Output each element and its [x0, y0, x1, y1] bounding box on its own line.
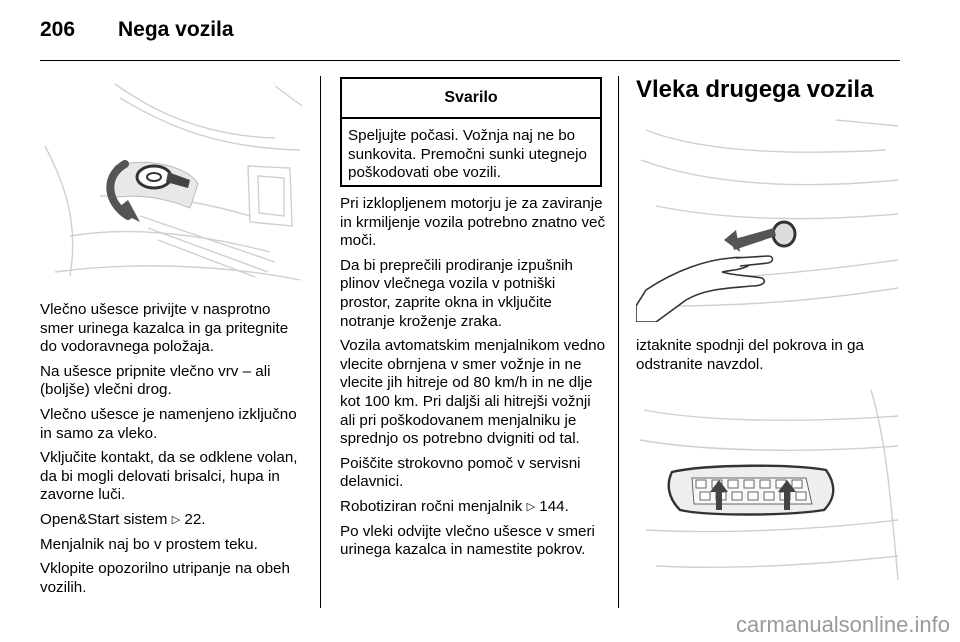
paragraph: Vlečno ušesce je namenjeno izključno in samo za vleko.	[40, 405, 297, 442]
reference-text: Robotiziran ročni menjalnik	[340, 497, 523, 515]
column-2	[340, 195, 606, 566]
page-ref-triangle-icon: ▷	[526, 500, 536, 513]
column-divider-1	[320, 76, 321, 608]
warning-box	[340, 77, 602, 187]
paragraph: Vlečno ušesce privijte v nasprotno smer urinega kazalca in ga pritegnite do vodoravnega položaja.	[40, 301, 289, 356]
grille-illustration	[636, 380, 900, 592]
paragraph: Na ušesce pripnite vlečno vrv – ali (boljše) vlečni drog.	[40, 362, 271, 399]
column-1	[40, 301, 306, 603]
paragraph: Menjalnik naj bo v prostem teku.	[40, 535, 258, 553]
paragraph: Da bi preprečili prodiranje izpušnih plinov vlečnega vozila v potniški prostor, zaprite okna in vključite notranje kroženje zraka.	[340, 256, 573, 330]
cover-removal-illustration	[636, 110, 900, 322]
page-title: Nega vozila	[118, 18, 234, 41]
paragraph: Poiščite strokovno pomoč v servisni delavnici.	[340, 454, 581, 491]
paragraph: Pri izklopljenem motorju je za zaviranje in krmiljenje vozila potrebno znatno več moči.	[340, 195, 606, 250]
page-ref-triangle-icon: ▷	[171, 513, 181, 526]
reference-page: 144.	[539, 497, 569, 515]
towing-eye-illustration	[40, 76, 304, 288]
paragraph: iztaknite spodnji del pokrova in ga odstranite navzdol.	[636, 337, 864, 373]
warning-text: Speljujte počasi. Vožnja naj ne bo sunkovita. Premočni sunki utegnejo poškodovati obe vozili.	[348, 127, 587, 182]
robotized-gearbox-reference[interactable]	[340, 498, 606, 517]
warning-title: Svarilo	[342, 79, 600, 119]
reference-text: Open&Start sistem	[40, 510, 168, 528]
open-start-reference[interactable]	[40, 511, 306, 530]
column-3	[636, 337, 902, 380]
reference-page: 22.	[184, 510, 206, 528]
header-rule	[40, 60, 900, 61]
section-title: Vleka drugega vozila	[636, 76, 874, 103]
paragraph: Vklopite opozorilno utripanje na obeh vozilih.	[40, 560, 290, 596]
paragraph: Vozila avtomatskim menjalnikom vedno vlecite obrnjena v smer vožnje in ne vlecite jih hitreje od 80 km/h in ne dlje kot 100 km. Pri daljši ali hitrejši vožnji ali pri poškodovanem menjalniku je sprednjo os potrebno dvigniti od tal.	[340, 337, 606, 448]
paragraph: Vključite kontakt, da se odklene volan, da bi mogli delovati brisalci, hupa in zavorne luči.	[40, 449, 298, 504]
watermark: carmanualsonline.info	[735, 612, 950, 637]
page-number: 206	[40, 18, 76, 41]
column-divider-2	[618, 76, 619, 608]
paragraph: Po vleki odvijte vlečno ušesce v smeri urinega kazalca in namestite pokrov.	[340, 522, 595, 559]
